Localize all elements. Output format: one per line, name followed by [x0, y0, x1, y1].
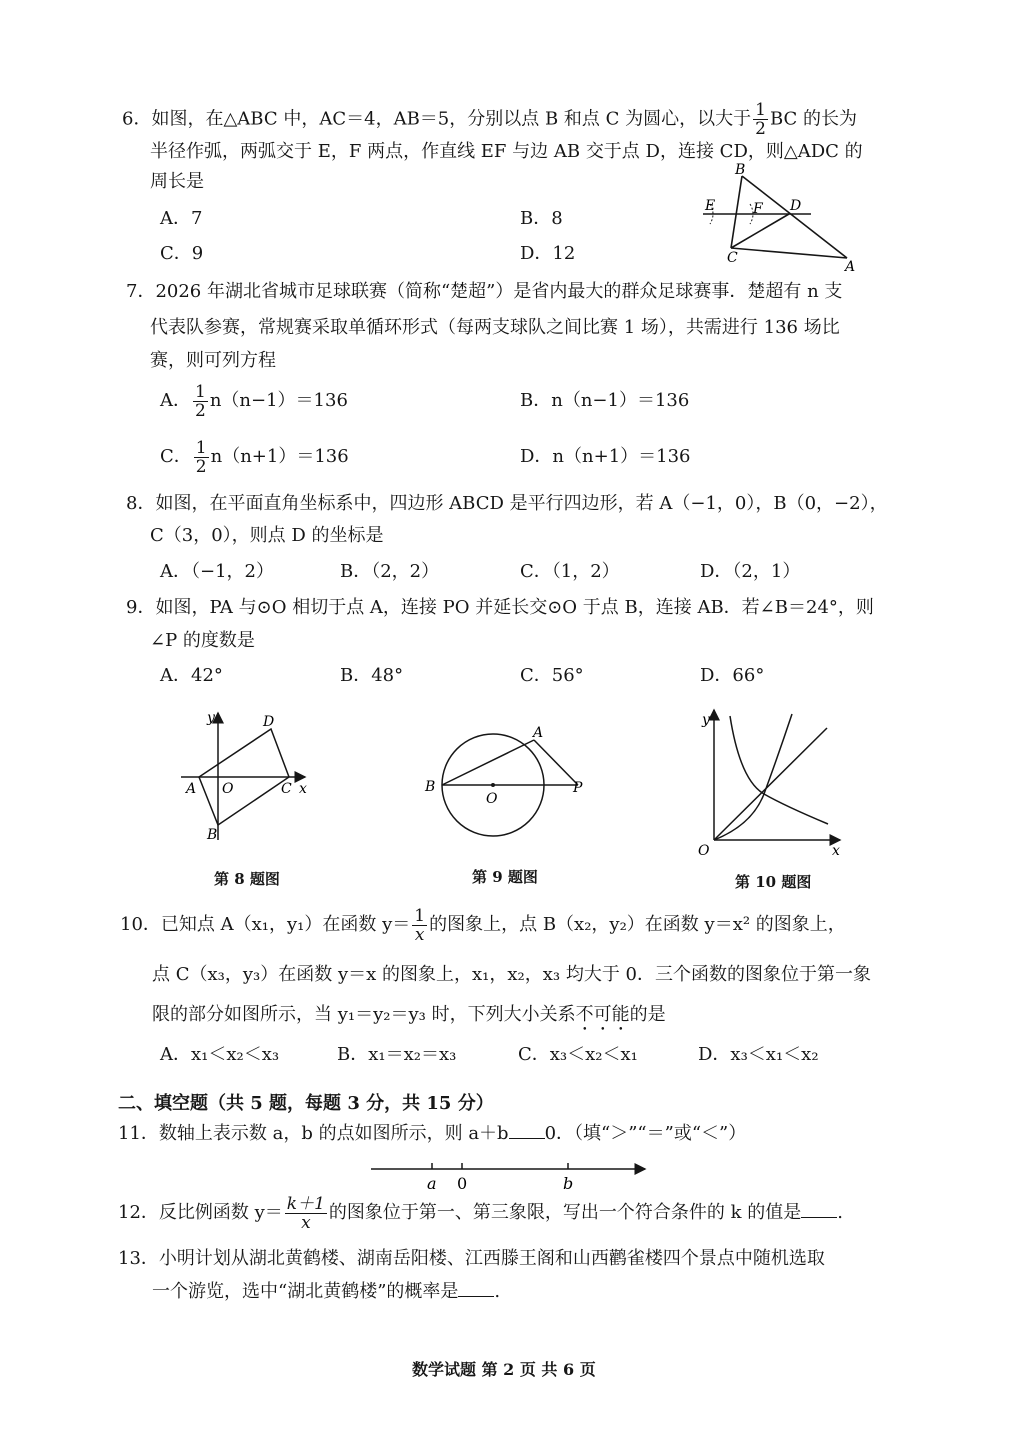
q6-label-d: D [790, 198, 802, 214]
q10-frac-num: 1 [414, 905, 426, 926]
q6-label-f: F [753, 201, 763, 217]
fig9-tangent-pa [534, 740, 578, 785]
q11-number-line [365, 1155, 655, 1195]
section2-title: 二、填空题（共 5 题，每题 3 分，共 15 分） [118, 1093, 494, 1114]
q6-frac-num: 1 [755, 100, 766, 120]
q7-c-frac-den: 2 [195, 456, 207, 477]
q7-option-a [160, 381, 348, 421]
q7-line2: 代表队参赛，常规赛采取单循环形式（每两支球队之间比赛 1 场），共需进行 136 场比 [150, 317, 840, 338]
q6-line1 [122, 101, 857, 138]
q9-option-c: C．56° [520, 665, 584, 686]
q7-option-c-fraction [194, 439, 209, 476]
q11-text-end: 0．（填“＞”“＝”或“＜”） [544, 1123, 747, 1144]
q6-option-c: C．9 [160, 243, 204, 264]
q6-frac-den: 2 [755, 119, 766, 139]
q9-option-d: D．66° [700, 665, 765, 686]
fig8-caption: 第 8 题图 [214, 870, 280, 888]
q7-line3: 赛，则可列方程 [150, 350, 276, 371]
q12-text-end: 的图象位于第一、第三象限，写出一个符合条件的 k 的值是 [328, 1202, 802, 1223]
q6-label-b: B [735, 162, 746, 178]
q11-label-b: b [563, 1174, 574, 1193]
q12-text: 12．反比例函数 y＝ [118, 1202, 283, 1223]
q13-answer-blank[interactable] [458, 1282, 494, 1297]
fig10-hyperbola-y-equals-1-over-x [730, 716, 828, 824]
fig10-caption: 第 10 题图 [735, 873, 812, 891]
q10-emphasis-text: 不可能 [575, 1004, 630, 1025]
q10-option-a: A．x₁＜x₂＜x₃ [160, 1044, 280, 1065]
q9-option-a: A．42° [160, 665, 223, 686]
q10-option-c: C．x₃＜x₂＜x₁ [518, 1044, 638, 1065]
q11-label-zero: 0 [457, 1174, 468, 1193]
q6-fraction [753, 101, 768, 138]
q6-figure [695, 160, 865, 275]
q6-label-c: C [727, 250, 738, 266]
fig10-label-x: x [832, 843, 840, 859]
q7-c-frac-num: 1 [195, 437, 207, 458]
q10-line1 [120, 905, 846, 945]
q9-line2: ∠P 的度数是 [150, 630, 255, 651]
q7-option-b: B．n（n−1）＝136 [520, 390, 690, 411]
fig9-center-dot [491, 783, 495, 787]
q8-option-c: C．（1，2） [520, 561, 620, 582]
q12-frac-num: k＋1 [286, 1193, 325, 1214]
q11-text: 11．数轴上表示数 a，b 的点如图所示，则 a＋b [118, 1123, 509, 1144]
q8-option-d: D．（2，1） [700, 561, 801, 582]
fig10-function-graphs [690, 700, 850, 865]
fig8-parallelogram-figure [175, 705, 325, 855]
q10-line3-end: 的是 [629, 1004, 666, 1025]
q13-line1: 13．小明计划从湖北黄鹤楼、湖南岳阳楼、江西滕王阁和山西鹳雀楼四个景点中随机选取 [118, 1248, 825, 1269]
fig10-label-y: y [702, 712, 710, 728]
fig9-caption: 第 9 题图 [472, 868, 538, 886]
q7-option-c-expr: n（n+1）＝136 [210, 446, 349, 467]
q10-option-d: D．x₃＜x₁＜x₂ [698, 1044, 819, 1065]
q12-fraction [285, 1195, 327, 1232]
q11-answer-blank[interactable] [509, 1124, 545, 1139]
q7-option-c [160, 437, 349, 477]
fig8-label-a: A [186, 781, 197, 797]
q12-frac-den: x [301, 1212, 311, 1233]
q6-segment-cd [731, 214, 789, 248]
q7-option-a-label: A． [160, 390, 191, 411]
q8-line2: C（3，0），则点 D 的坐标是 [150, 525, 384, 546]
q7-line1: 7．2026 年湖北省城市足球联赛（简称“楚超”）是省内最大的群众足球赛事．楚超有 n 支 [126, 281, 843, 302]
q6-line1-end: BC 的长为 [769, 108, 858, 130]
fig8-label-b: B [207, 827, 218, 843]
q6-label-a: A [845, 259, 856, 275]
q13-text: 一个游览，选中“湖北黄鹤楼”的概率是 [152, 1281, 459, 1302]
q11-line [118, 1124, 746, 1144]
q6-segment-ba [742, 176, 847, 258]
q12-period: . [837, 1202, 844, 1223]
fig9-segment-ab [442, 740, 534, 785]
q6-option-a: A．7 [160, 208, 203, 229]
q10-line1-text: 10．已知点 A（x₁，y₁）在函数 y＝ [120, 914, 411, 935]
q8-option-b: B．（2，2） [340, 561, 440, 582]
q6-line3: 周长是 [150, 171, 204, 192]
q12-line [118, 1193, 843, 1233]
q6-option-b: B．8 [520, 208, 563, 229]
q6-option-d: D．12 [520, 243, 576, 264]
q7-a-frac-num: 1 [195, 381, 206, 402]
q13-period: . [494, 1281, 501, 1302]
q10-line3 [152, 1004, 666, 1035]
fig9-label-o: O [486, 791, 498, 807]
fig8-label-d: D [263, 714, 275, 730]
q8-line1: 8．如图，在平面直角坐标系中，四边形 ABCD 是平行四边形，若 A（−1，0），B（0，−2）， [126, 493, 888, 514]
fig9-circle-figure [420, 715, 595, 855]
q6-line1-text: 6．如图，在△ABC 中，AC＝4，AB＝5，分别以点 B 和点 C 为圆心，以大于 [122, 108, 752, 130]
q6-segment-bc [731, 176, 742, 248]
q11-label-a: a [427, 1174, 437, 1193]
q8-option-a: A．（−1，2） [160, 561, 274, 582]
fig8-label-x: x [299, 781, 307, 797]
q6-segment-ca [731, 248, 847, 258]
q10-line1-end: 的图象上，点 B（x₂，y₂）在函数 y＝x² 的图象上， [429, 914, 846, 935]
fig10-parabola-y-equals-x-squared [714, 714, 792, 840]
fig8-label-o: O [222, 781, 234, 797]
fig8-label-y: y [207, 710, 215, 726]
q7-option-d: D．n（n+1）＝136 [520, 446, 691, 467]
q6-label-e: E [705, 198, 716, 214]
q6-line2: 半径作弧，两弧交于 E，F 两点，作直线 EF 与边 AB 交于点 D，连接 CD，则△ADC 的 [150, 141, 863, 162]
q10-line2: 点 C（x₃，y₃）在函数 y＝x 的图象上，x₁，x₂，x₃ 均大于 0．三个函数的图象位于第一象 [152, 964, 872, 985]
q10-frac-den: x [414, 924, 425, 945]
fig10-line-y-equals-x [714, 728, 827, 840]
q10-line3-text: 限的部分如图所示，当 y₁＝y₂＝y₃ 时，下列大小关系 [152, 1004, 576, 1025]
q12-answer-blank[interactable] [801, 1203, 837, 1218]
q7-a-frac-den: 2 [195, 400, 206, 421]
q7-option-c-label: C． [160, 446, 192, 467]
q7-option-a-fraction [193, 383, 208, 420]
fig8-label-c: C [281, 781, 292, 797]
q7-option-a-expr: n（n−1）＝136 [209, 390, 348, 411]
fig9-label-b: B [425, 779, 436, 795]
page-footer: 数学试题 第 2 页 共 6 页 [412, 1360, 596, 1379]
q9-line1: 9．如图，PA 与⊙O 相切于点 A，连接 PO 并延长交⊙O 于点 B，连接 AB．若∠B＝24°，则 [126, 597, 874, 618]
q10-fraction [412, 907, 427, 944]
q9-option-b: B．48° [340, 665, 404, 686]
fig9-label-a: A [533, 725, 544, 741]
q10-option-b: B．x₁＝x₂＝x₃ [337, 1044, 457, 1065]
fig10-label-o: O [698, 843, 710, 859]
fig9-label-p: P [573, 780, 583, 796]
q13-line2 [152, 1282, 500, 1302]
